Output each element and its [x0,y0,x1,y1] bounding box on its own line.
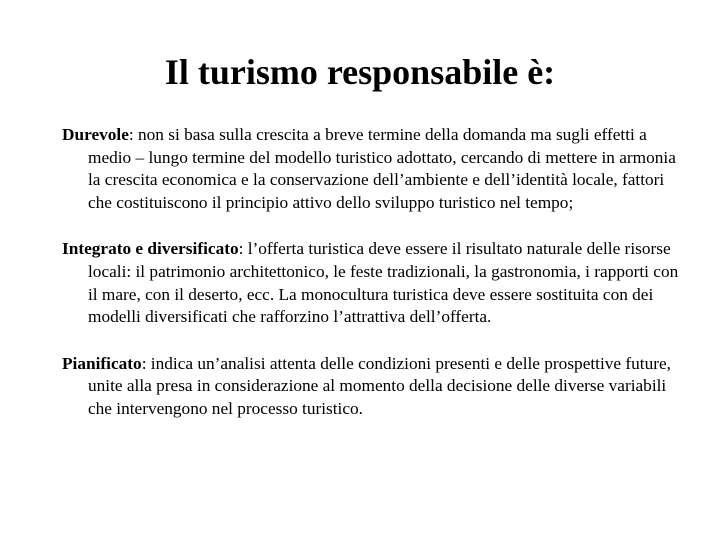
slide-body [62,124,682,445]
slide-title: Il turismo responsabile è: [164,52,556,92]
definition-term: Integrato e diversificato [62,239,239,259]
definition-text: : indica un’analisi attenta delle condizioni presenti e delle prospettive future, unite alla presa in considerazione al momento della decisione delle diverse variabili che intervengono nel processo turistico. [88,353,671,418]
definition-text: : non si basa sulla crescita a breve termine della domanda ma sugli effetti a medio – lungo termine del modello turistico adottato, cercando di mettere in armonia la crescita economica e la conservazione dell’ambiente e dell’identità locale, fattori che costituiscono il principio attivo dello sviluppo turistico nel tempo; [88,125,676,212]
definition-term: Pianificato [62,353,142,373]
definition-text: : l’offerta turistica deve essere il risultato naturale delle risorse locali: il patrimonio architettonico, le feste tradizionali, la gastronomia, i rapporti con il mare, con il deserto, ecc. La monocultura turistica deve essere sostituita con dei modelli diversificati che rafforzino l’attrattiva dell’offerta. [88,239,679,327]
definition-term: Durevole [62,125,129,144]
definition-item-durevole [62,124,682,214]
definition-item-integrato [62,238,682,328]
definition-item-pianificato [62,353,682,421]
